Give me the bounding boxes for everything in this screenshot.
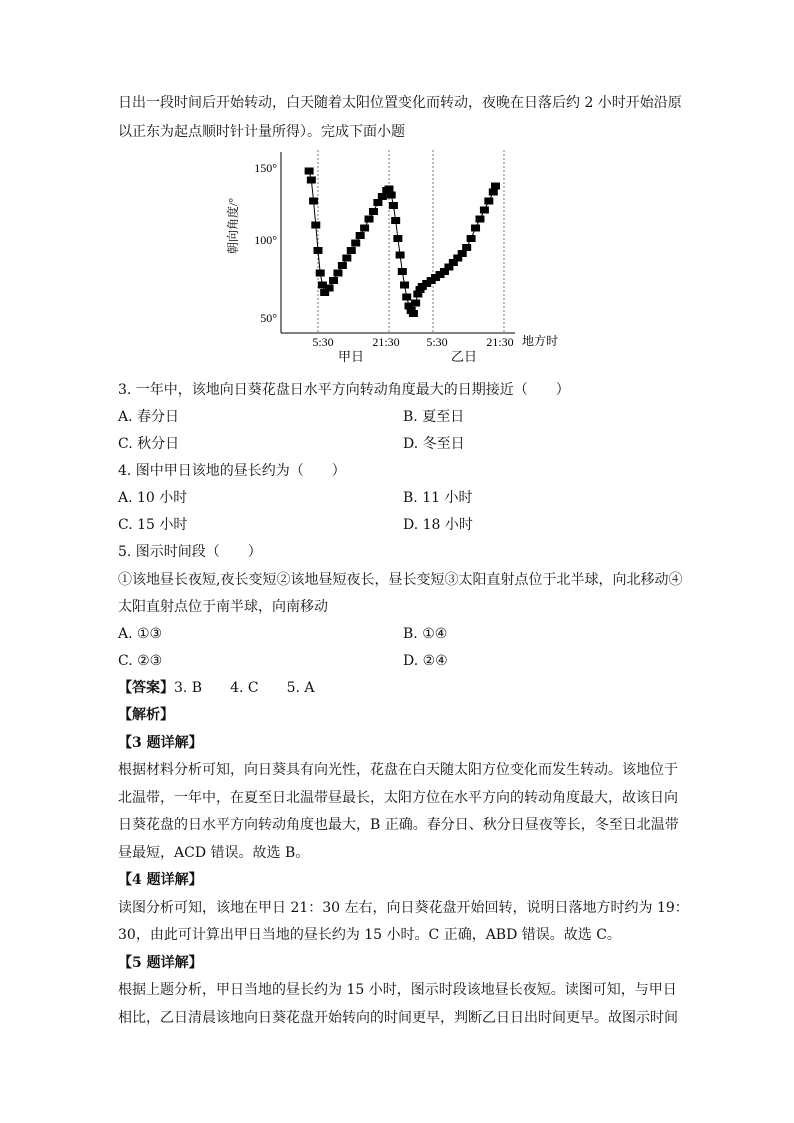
data-point	[480, 207, 489, 214]
x-tick-1: 5:30	[312, 335, 334, 349]
data-point	[471, 225, 480, 232]
answer-values: 3. B 4. C 5. A	[174, 680, 315, 696]
detail5-line-1: 根据上题分析，甲日当地的昼长约为 15 小时，图示时段该地昼长夜短。读图可知，与甲日	[118, 982, 677, 998]
x-tick-3: 5:30	[426, 335, 448, 349]
q5-option-d: D. ②④	[403, 653, 448, 669]
q4-option-c: C. 15 小时	[118, 517, 188, 533]
q3-stem: 3. 一年中，该地向日葵花盘日水平方向转动角度最大的日期接近（ ）	[118, 382, 570, 398]
y-axis-label: 朝向角度/°	[226, 197, 240, 255]
q5-option-b: B. ①④	[403, 626, 448, 642]
q3-option-a: A. 春分日	[118, 409, 180, 425]
detail4-line-2: 30，由此可计算出甲日当地的昼长约为 15 小时。C 正确，ABD 错误。故选 C。	[118, 927, 621, 943]
data-point	[462, 244, 471, 251]
data-point	[400, 282, 409, 289]
q5-stem-line3: 太阳直射点位于南半球，向南移动	[118, 599, 328, 615]
q4-stem: 4. 图中甲日该地的昼长约为（ ）	[118, 463, 346, 479]
data-point	[398, 268, 407, 275]
detail3-line-3: 日葵花盘的日水平方向转动角度也最大，B 正确。春分日、秋分日昼夜等长，冬至日北温带	[118, 817, 679, 833]
sunflower-angle-chart	[215, 148, 575, 368]
data-point	[347, 247, 356, 254]
x-tick-4: 21:30	[486, 335, 514, 349]
detail5-line-2: 相比，乙日清晨该地向日葵花盘开始转向的时间更早，判断乙日日出时间更早。故图示时间	[118, 1010, 678, 1026]
y-tick-150: 150°	[254, 161, 277, 175]
data-point	[329, 277, 338, 284]
detail3-line-4: 昼最短，ACD 错误。故选 B。	[118, 845, 310, 861]
detail3-line-2: 北温带，一年中，在夏至日北温带昼最长，太阳方位在水平方向的转动角度最大，故该日向	[118, 790, 678, 806]
analysis-label: 【解析】	[118, 707, 174, 723]
detail4-line-1: 读图分析可知，该地在甲日 21：30 左右，向日葵花盘开始回转，说明日落地方时约为 19：	[118, 900, 689, 916]
y-tick-50: 50°	[260, 311, 277, 325]
detail3-label: 【3 题详解】	[118, 735, 203, 751]
data-point	[389, 202, 398, 209]
data-point	[373, 199, 382, 206]
data-point	[467, 235, 476, 242]
intro-line-2: 以正东为起点顺时针计量所得）。完成下面小题	[118, 124, 405, 140]
q5-stem: 5. 图示时间段（ ）	[118, 544, 262, 560]
data-point	[309, 198, 318, 205]
detail5-label: 【5 题详解】	[118, 955, 203, 971]
q3-option-b: B. 夏至日	[403, 409, 465, 425]
q4-option-d: D. 18 小时	[403, 517, 473, 533]
q5-option-a: A. ①③	[118, 626, 163, 642]
data-point	[338, 262, 347, 269]
plot-area	[305, 168, 500, 318]
data-point	[351, 240, 360, 247]
answer-label: 【答案】	[118, 680, 174, 696]
data-point	[458, 250, 467, 257]
data-point	[396, 252, 405, 259]
data-point	[378, 193, 387, 200]
data-point	[391, 217, 400, 224]
data-point	[489, 189, 498, 196]
q3-option-d: D. 冬至日	[403, 436, 465, 452]
data-point	[356, 232, 365, 239]
x-axis-label: 地方时	[521, 334, 559, 348]
data-point	[333, 270, 342, 277]
data-point	[316, 270, 325, 277]
detail3-line-1: 根据材料分析可知，向日葵具有向光性，花盘在白天随太阳方位变化而发生转动。该地位于	[118, 762, 678, 778]
q3-option-c: C. 秋分日	[118, 436, 180, 452]
day-label-yi: 乙日	[450, 349, 478, 364]
data-point	[311, 222, 320, 229]
data-point	[342, 255, 351, 262]
data-point	[385, 186, 394, 193]
data-point	[387, 192, 396, 199]
data-point	[369, 208, 378, 215]
data-point	[402, 294, 411, 301]
data-point	[325, 285, 334, 292]
data-point	[484, 198, 493, 205]
day-label-jia: 甲日	[337, 349, 365, 364]
data-point	[305, 168, 314, 175]
answer-row	[118, 678, 315, 698]
data-point	[411, 300, 420, 307]
data-point	[314, 247, 323, 254]
data-point	[307, 177, 316, 184]
x-tick-2: 21:30	[372, 335, 400, 349]
detail4-label: 【4 题详解】	[118, 872, 203, 888]
q5-stem-line2: ①该地昼长夜短,夜长变短②该地昼短夜长，昼长变短③太阳直射点位于北半球，向北移动④	[118, 572, 683, 588]
intro-line-1: 日出一段时间后开始转动，白天随着太阳位置变化而转动，夜晚在日落后约 2 小时开始沿原	[118, 95, 682, 111]
data-point	[393, 235, 402, 242]
q5-option-c: C. ②③	[118, 653, 163, 669]
y-tick-100: 100°	[254, 233, 277, 247]
data-point	[360, 225, 369, 232]
data-point	[409, 310, 418, 317]
data-point	[491, 183, 500, 190]
data-point	[475, 216, 484, 223]
data-point	[365, 216, 374, 223]
q4-option-a: A. 10 小时	[118, 490, 188, 506]
q4-option-b: B. 11 小时	[403, 490, 473, 506]
